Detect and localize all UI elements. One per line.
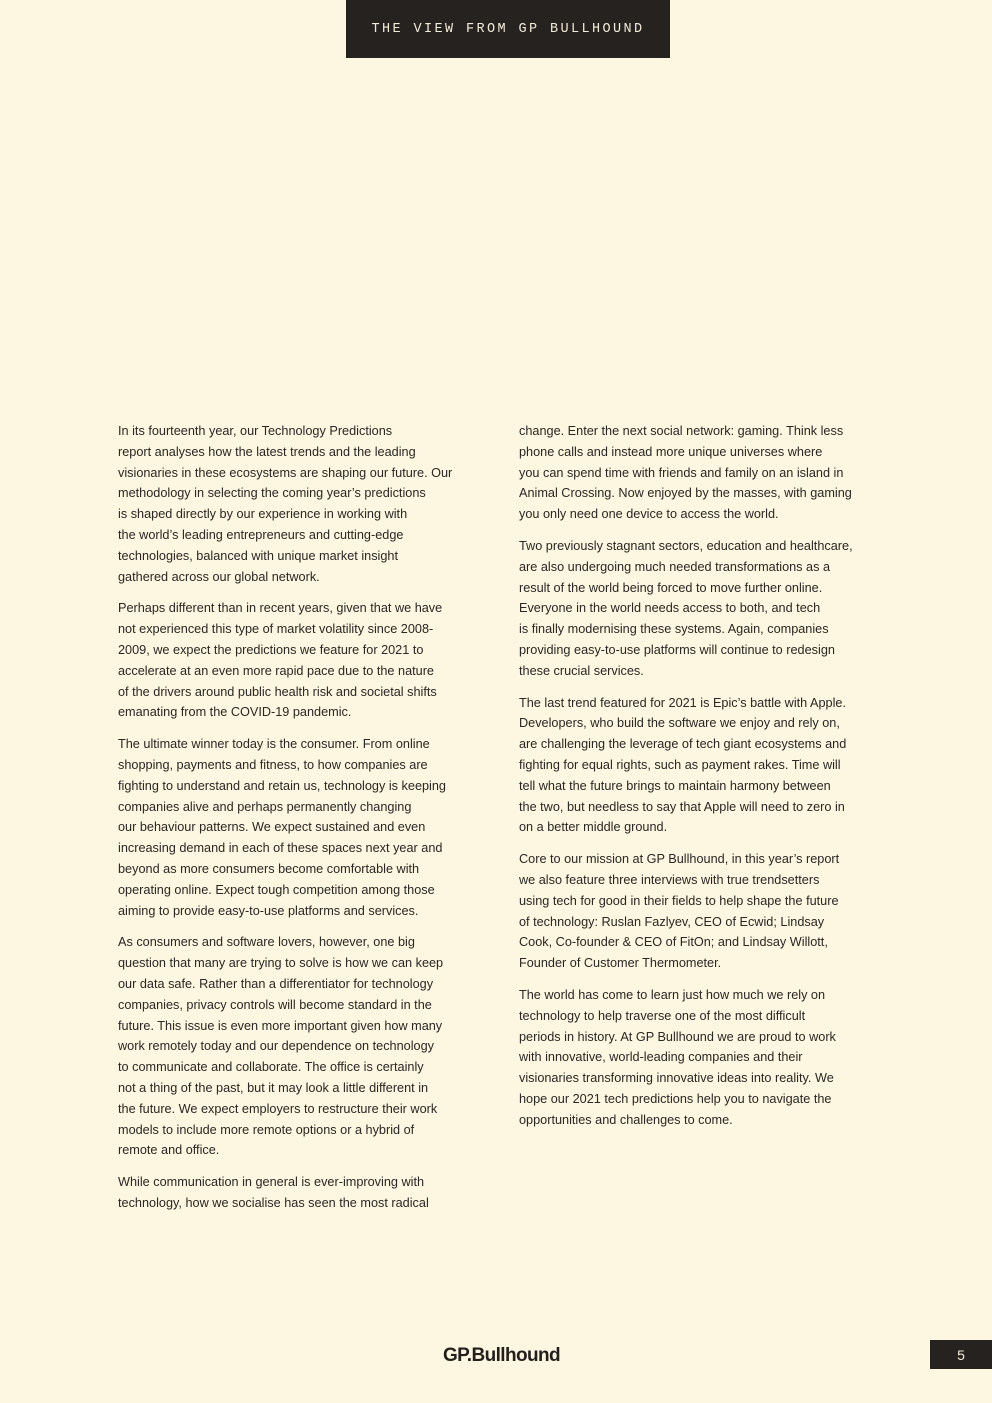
page-number: 5 <box>957 1346 965 1363</box>
body-paragraph: The ultimate winner today is the consumer. From online shopping, payments and fitness, to how companies are fighting to understand and retain us, technology is keeping companies alive and perhaps permanently changing our behaviour patterns. We expect sustained and even increasing demand in each of these spaces next year and beyond as more consumers become comfortable with operating online. Expect tough competition among those aiming to provide easy-to-use platforms and services. <box>118 737 446 918</box>
body-paragraph: While communication in general is ever-improving with technology, how we socialise has seen the most radical <box>118 1175 429 1210</box>
gp-bullhound-logo: GP.Bullhound <box>443 1345 560 1366</box>
section-header-tab <box>346 0 670 58</box>
body-paragraph: Core to our mission at GP Bullhound, in this year’s report we also feature three interviews with true trendsetters using tech for good in their fields to help shape the future of technology: Ruslan Fazlyev, CEO of Ecwid; Lindsay Cook, Co-founder & CEO of FitOn; and Lindsay Willott, Founder of Customer Thermometer. <box>519 852 840 971</box>
body-paragraph: Perhaps different than in recent years, given that we have not experienced this type of market volatility since 2008- 2009, we expect the predictions we feature for 2021 to accelerate at an even more rapid pace due to the nature of the drivers around public health risk and societal shifts emanating from the COVID-19 pandemic. <box>118 601 443 720</box>
body-paragraph: In its fourteenth year, our Technology Predictions report analyses how the latest trends and the leading visionaries in these ecosystems are shaping our future. Our methodology in selecting the coming year’s predictions is shaped directly by our experience in working with the world’s leading entrepreneurs and cutting-edge technologies, balanced with unique market insight gathered across our global network. <box>118 424 453 584</box>
left-text-column <box>118 421 480 1225</box>
right-text-column <box>519 421 881 1142</box>
body-paragraph: The world has come to learn just how much we rely on technology to help traverse one of the most difficult periods in history. At GP Bullhound we are proud to work with innovative, world-leading companies and their visionaries transforming innovative ideas into reality. We hope our 2021 tech predictions help you to navigate the opportunities and challenges to come. <box>519 987 836 1127</box>
body-paragraph: The last trend featured for 2021 is Epic’s battle with Apple. Developers, who build the software we enjoy and rely on, are challenging the leverage of tech giant ecosystems and fighting for equal rights, such as payment rakes. Time will tell what the future brings to maintain harmony between the two, but needless to say that Apple will need to zero in on a better middle ground. <box>519 695 847 835</box>
body-paragraph: As consumers and software lovers, however, one big question that many are trying to solve is how we can keep our data safe. Rather than a differentiator for technology companies, privacy controls will become standard in the future. This issue is even more important given how many work remotely today and our dependence on technology to communicate and collaborate. The office is certainly not a thing of the past, but it may look a little different in the future. We expect employers to restructure their work models to include more remote options or a hybrid of remote and office. <box>118 935 444 1158</box>
body-paragraph: change. Enter the next social network: gaming. Think less phone calls and instead more unique universes where you can spend time with friends and family on an island in Animal Crossing. Now enjoyed by the masses, with gaming you only need one device to access the world. <box>519 424 852 522</box>
section-header-label: THE VIEW FROM GP BULLHOUND <box>371 21 645 37</box>
page-number-badge <box>930 1340 992 1369</box>
body-paragraph: Two previously stagnant sectors, education and healthcare, are also undergoing much needed transformations as a result of the world being forced to move further online. Everyone in the world needs access to both, and tech is finally modernising these systems. Again, companies providing easy-to-use platforms will continue to redesign these crucial services. <box>519 538 853 678</box>
